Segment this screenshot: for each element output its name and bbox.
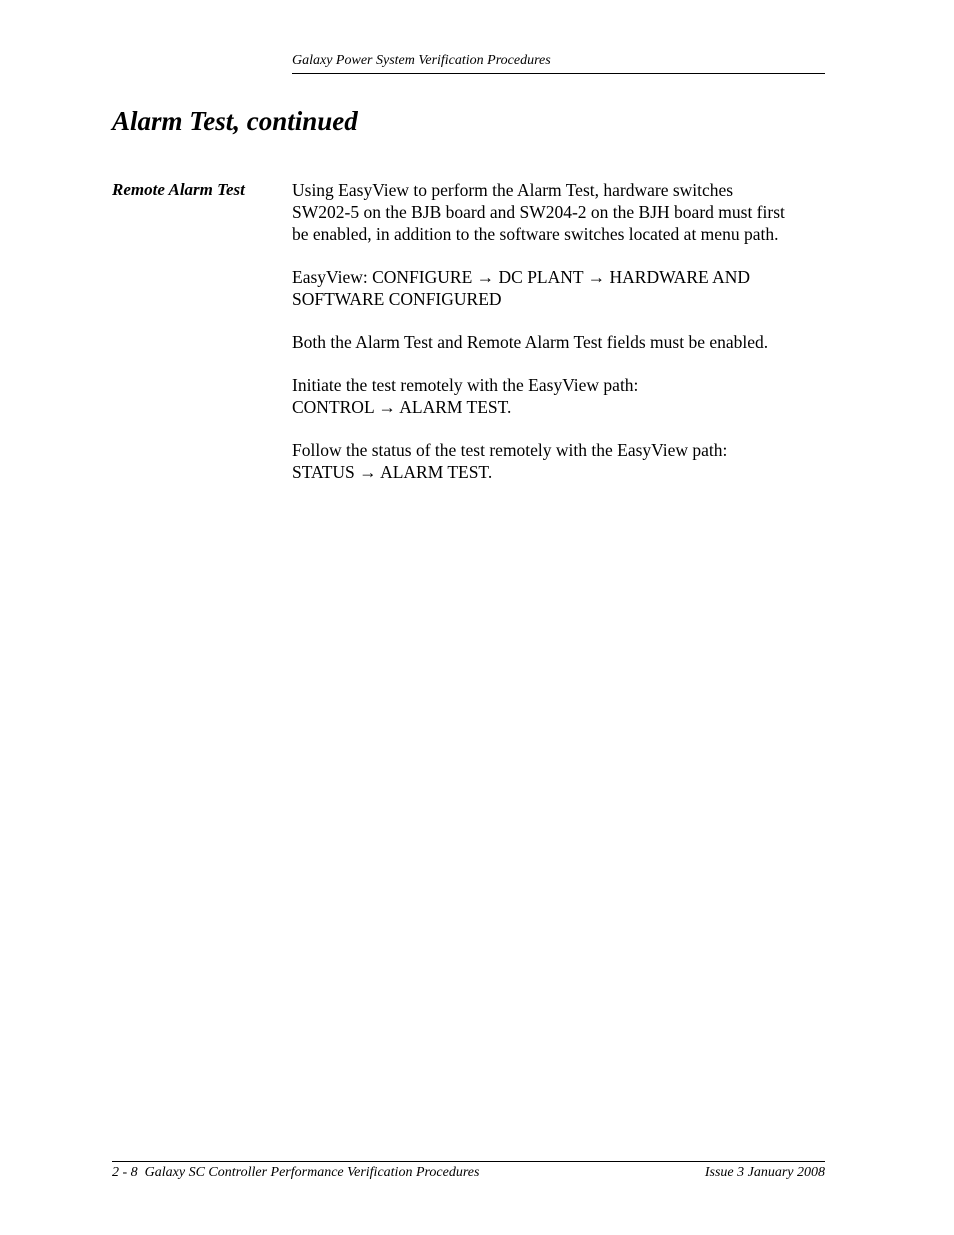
running-footer [112, 1161, 825, 1180]
paragraph-line: STATUS → ALARM TEST. [292, 462, 493, 482]
paragraph-fields-enabled [292, 331, 832, 353]
paragraph-intro [292, 179, 832, 245]
paragraph-line: Follow the status of the test remotely with the EasyView path: [292, 440, 728, 460]
paragraph-initiate-test [292, 374, 832, 418]
paragraph-line: SOFTWARE CONFIGURED [292, 289, 502, 309]
paragraph-configure-path [292, 266, 832, 310]
paragraph-line: Using EasyView to perform the Alarm Test, hardware switches [292, 180, 734, 200]
footer-document-title: 2 - 8 Galaxy SC Controller Performance Verification Procedures [112, 1165, 480, 1180]
running-header-title: Galaxy Power System Verification Procedures [292, 53, 551, 68]
section-body [292, 179, 832, 504]
paragraph-line: EasyView: CONFIGURE → DC PLANT → HARDWARE AND [292, 267, 750, 287]
paragraph-line: Both the Alarm Test and Remote Alarm Test fields must be enabled. [292, 332, 769, 352]
section-label: Remote Alarm Test [112, 180, 245, 199]
footer-issue-date: Issue 3 January 2008 [704, 1165, 825, 1180]
paragraph-line: Initiate the test remotely with the EasyView path: [292, 375, 639, 395]
paragraph-line: be enabled, in addition to the software switches located at menu path. [292, 224, 779, 244]
page-title: Alarm Test, continued [112, 106, 358, 136]
paragraph-line: SW202-5 on the BJB board and SW204-2 on the BJH board must first [292, 202, 785, 222]
paragraph-follow-status [292, 439, 832, 483]
running-header [292, 52, 825, 74]
paragraph-line: CONTROL → ALARM TEST. [292, 397, 512, 417]
